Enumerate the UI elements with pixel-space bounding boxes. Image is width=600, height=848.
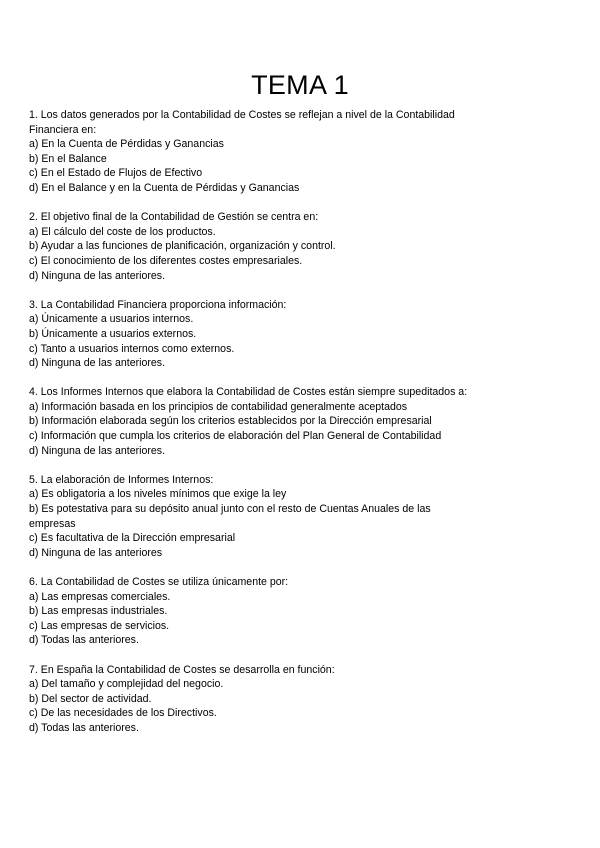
option-c: c) Tanto a usuarios internos como externos. xyxy=(29,342,235,355)
option-a: a) Es obligatoria a los niveles mínimos que exige la ley xyxy=(29,488,287,501)
question-text: 3. La Contabilidad Financiera proporciona información: xyxy=(29,298,287,311)
question-text: 1. Los datos generados por la Contabilidad de Costes se reflejan a nivel de la Contabilidad Financiera en: xyxy=(29,109,455,136)
option-c: c) De las necesidades de los Directivos. xyxy=(29,707,217,720)
question-3 xyxy=(29,298,469,371)
option-d: d) Ninguna de las anteriores. xyxy=(29,269,166,282)
option-c: c) En el Estado de Flujos de Efectivo xyxy=(29,167,203,180)
option-b: b) Información elaborada según los criterios establecidos por la Dirección empresarial xyxy=(29,415,432,428)
option-d: d) Todas las anteriores. xyxy=(29,634,139,647)
option-b: b) Las empresas industriales. xyxy=(29,605,168,618)
question-text: 6. La Contabilidad de Costes se utiliza únicamente por: xyxy=(29,576,289,588)
option-d: d) Ninguna de las anteriores xyxy=(29,546,163,559)
option-c: c) Las empresas de servicios. xyxy=(29,619,170,632)
option-a: a) Las empresas comerciales. xyxy=(29,590,171,603)
question-4 xyxy=(29,385,469,458)
option-a: a) En la Cuenta de Pérdidas y Ganancias xyxy=(29,138,224,151)
question-1 xyxy=(29,108,469,196)
page-title: TEMA 1 xyxy=(251,70,349,100)
option-b: b) Es potestativa para su depósito anual junto con el resto de Cuentas Anuales de las empresas xyxy=(29,503,431,530)
option-c: c) El conocimiento de los diferentes costes empresariales. xyxy=(29,254,303,267)
question-text: 4. Los Informes Internos que elabora la Contabilidad de Costes están siempre supeditados a: xyxy=(29,386,468,399)
question-text: 2. El objetivo final de la Contabilidad de Gestión se centra en: xyxy=(29,211,319,224)
question-5 xyxy=(29,473,469,561)
option-a: a) El cálculo del coste de los productos. xyxy=(29,225,216,238)
option-c: c) Es facultativa de la Dirección empresarial xyxy=(29,532,236,545)
option-d: d) Ninguna de las anteriores. xyxy=(29,444,166,457)
option-a: a) Únicamente a usuarios internos. xyxy=(29,313,194,326)
option-b: b) Únicamente a usuarios externos. xyxy=(29,327,197,340)
option-c: c) Información que cumpla los criterios de elaboración del Plan General de Contabilidad xyxy=(29,430,442,443)
question-list xyxy=(29,108,469,750)
option-b: b) Ayudar a las funciones de planificación, organización y control. xyxy=(29,240,336,253)
option-d: d) Ninguna de las anteriores. xyxy=(29,357,166,370)
option-d: d) Todas las anteriores. xyxy=(29,721,139,734)
question-text: 5. La elaboración de Informes Internos: xyxy=(29,473,214,486)
option-b: b) Del sector de actividad. xyxy=(29,692,152,705)
question-text: 7. En España la Contabilidad de Costes se desarrolla en función: xyxy=(29,663,335,676)
question-2 xyxy=(29,210,469,283)
question-6 xyxy=(29,575,469,648)
question-7 xyxy=(29,663,469,736)
option-d: d) En el Balance y en la Cuenta de Pérdidas y Ganancias xyxy=(29,181,300,194)
option-a: a) Del tamaño y complejidad del negocio. xyxy=(29,678,224,691)
option-a: a) Información basada en los principios de contabilidad generalmente aceptados xyxy=(29,400,408,413)
option-b: b) En el Balance xyxy=(29,152,107,165)
